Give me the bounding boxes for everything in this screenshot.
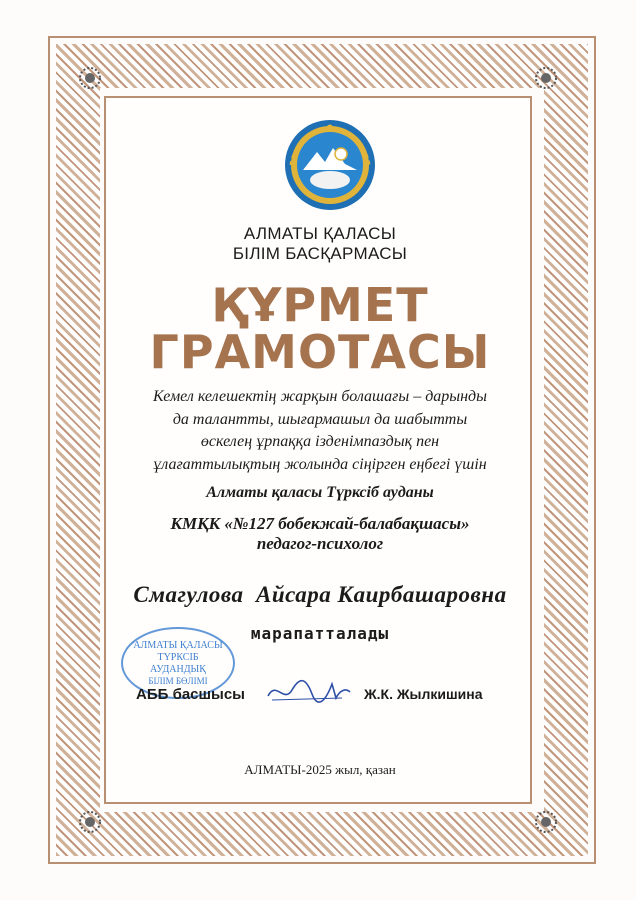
reason-line-1: Кемел келешектің жарқын болашағы – дарынды <box>153 388 487 405</box>
stamp-line-3: АУДАНДЫҚ <box>150 664 206 675</box>
recipient-name: Смагулова Айсара Каирбашаровна <box>133 582 507 607</box>
recipient-position: педагог-психолог <box>256 534 384 553</box>
award-title-line-2: ГРАМОТАСЫ <box>149 325 491 379</box>
organization-line-1: АЛМАТЫ ҚАЛАСЫ <box>243 224 397 243</box>
corner-ornament-icon <box>76 64 104 92</box>
stamp-line-4: БІЛІМ БӨЛІМІ <box>148 676 208 686</box>
stamp-line-2: ТҮРКСІБ <box>157 652 199 663</box>
corner-ornament-icon <box>532 808 560 836</box>
almaty-emblem-icon <box>283 118 377 212</box>
footer-place-date: АЛМАТЫ-2025 жыл, қазан <box>244 762 396 777</box>
awarded-text: марапатталады <box>250 624 390 643</box>
reason-line-3: өскелең ұрпаққа ізденімпаздық пен <box>200 433 440 450</box>
signatory-name: Ж.К. Жылкишина <box>364 686 483 702</box>
recipient-place: Алматы қаласы Түрксіб ауданы <box>206 484 434 501</box>
organization-line-2: БІЛІМ БАСҚАРМАСЫ <box>232 244 408 263</box>
award-reason <box>120 386 520 476</box>
signature-icon <box>262 670 352 710</box>
organization-name <box>120 224 520 264</box>
reason-line-4: ұлағаттылықтың жолында сіңірген еңбегі үшін <box>153 455 487 473</box>
institution-name: КМҚК «№127 бобекжай-балабақшасы» <box>170 514 470 533</box>
signatory-title: АББ басшысы <box>136 686 245 703</box>
corner-ornament-icon <box>532 64 560 92</box>
reason-line-2: да талантты, шығармашыл да шабытты <box>172 410 468 428</box>
award-title <box>120 278 520 379</box>
award-title-line-1: ҚҰРМЕТ <box>211 278 429 332</box>
corner-ornament-icon <box>76 808 104 836</box>
recipient-institution <box>120 514 520 554</box>
stamp-line-1: АЛМАТЫ ҚАЛАСЫ <box>133 640 223 651</box>
